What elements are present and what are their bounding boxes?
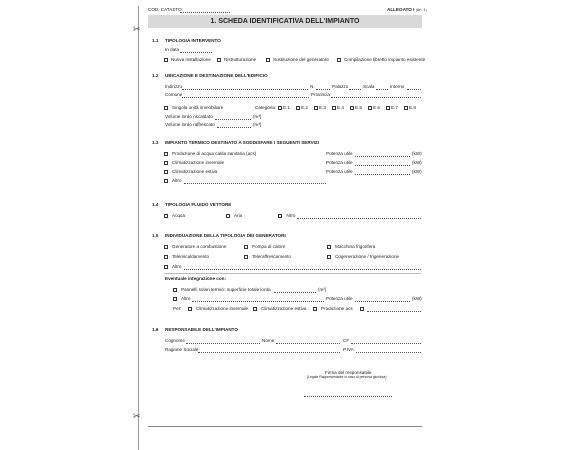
cognome-label: Cognome [165, 338, 185, 343]
section-1-2-title: UBICAZIONE E DESTINAZIONE DELL'EDIFICIO [165, 73, 268, 78]
allegato-label [387, 7, 427, 13]
checkbox-acs[interactable] [164, 152, 168, 156]
potenza-invernale-field[interactable] [355, 165, 410, 166]
provincia-field[interactable] [331, 97, 421, 98]
scala-label: Scala [363, 84, 375, 89]
per-label: Per: [173, 306, 182, 311]
volume-raffrescato-label: Volume lordo raffrescato [165, 122, 215, 127]
checkbox-acqua[interactable] [164, 214, 168, 218]
generator-label: Cogenerazione / trigenerazione [335, 254, 400, 259]
scissors-icon: ✂ [133, 25, 141, 35]
checkbox-cat-e6[interactable] [368, 106, 372, 110]
potenza-label: Potenza utile [326, 151, 353, 156]
option-label: Sostituzione del generatore [273, 57, 329, 62]
checkbox-macchina-frigorifera[interactable] [327, 245, 331, 249]
page-title: 1. SCHEDA IDENTIFICATIVA DELL'IMPIANTO [210, 18, 360, 25]
service-label: Climatizzazione invernale [172, 160, 225, 165]
interno-field[interactable] [407, 89, 421, 90]
ragione-sociale-field[interactable] [198, 352, 340, 353]
checkbox-cat-e3[interactable] [314, 106, 318, 110]
firma-sub-label: (Legale Rappresentante in caso di persona giuridica) [307, 375, 387, 379]
in-data-label: In data [165, 47, 180, 52]
category-label: E.8 [409, 105, 416, 110]
unit-label: (m²) [318, 287, 327, 292]
palazzo-label: Palazzo [332, 84, 349, 89]
service-label: Altro [172, 178, 182, 183]
checkbox-cat-e4[interactable] [332, 106, 336, 110]
checkbox-altro-servizio[interactable] [164, 179, 168, 183]
checkbox-aria[interactable] [226, 214, 230, 218]
potenza-label: Potenza utile [326, 160, 353, 165]
n-field[interactable] [316, 89, 330, 90]
section-1-5-title: INDIVIDUAZIONE DELLA TIPOLOGIA DEI GENERATORI [165, 233, 286, 238]
category-label: E.4 [337, 105, 344, 110]
section-1-3-number: 1.3 [152, 140, 159, 145]
checkbox-cat-e5[interactable] [350, 106, 354, 110]
checkbox-cogenerazione[interactable] [327, 255, 331, 259]
section-1-1-number: 1.1 [152, 38, 159, 43]
provincia-label: Provincia [311, 92, 330, 97]
allegato-sub: (Art. 1) [415, 8, 427, 12]
nome-label: Nome [262, 338, 275, 343]
interno-label: Interno [390, 84, 405, 89]
palazzo-field[interactable] [349, 89, 361, 90]
category-label: E.2 [301, 105, 308, 110]
integrazione-label: Eventuale integrazione con: [165, 276, 227, 281]
potenza-label: Potenza utile [326, 169, 353, 174]
left-cut-line [138, 6, 139, 450]
service-label: Climatizzazione estiva [172, 169, 218, 174]
section-1-4-title: TIPOLOGIA FLUIDO VETTORE [165, 202, 232, 207]
comune-field[interactable] [182, 97, 309, 98]
per-option-label: Produzione acs [321, 306, 353, 311]
checkbox-compilazione-libretto[interactable] [337, 58, 341, 62]
categoria-label: Categoria: [255, 105, 277, 110]
checkbox-per-estiva[interactable] [253, 307, 257, 311]
integrazione-separator [164, 273, 421, 274]
altro-integrazione-field[interactable] [192, 301, 324, 302]
category-label: E.3 [319, 105, 326, 110]
altro-fluido-field[interactable] [297, 218, 421, 219]
generator-label: Generatore a combustione [172, 244, 227, 249]
checkbox-clima-invernale[interactable] [164, 161, 168, 165]
pannelli-label: Pannelli solari termici: superficie totale lorda [181, 287, 271, 292]
unit-label: (kW) [412, 151, 422, 156]
altro-integrazione-label: Altro [181, 296, 191, 301]
category-label: E.7 [391, 105, 398, 110]
checkbox-per-altro[interactable] [360, 307, 364, 311]
category-label: E.6 [373, 105, 380, 110]
checkbox-ristrutturazione[interactable] [217, 58, 221, 62]
fluid-label: Acqua [172, 213, 186, 218]
in-data-field[interactable] [180, 52, 212, 53]
checkbox-teleraffrescamento[interactable] [244, 255, 248, 259]
checkbox-altro-integrazione[interactable] [173, 297, 177, 301]
option-label: Ristrutturazione [224, 57, 257, 62]
section-1-6-title: RESPONSABILE DELL'IMPIANTO [165, 327, 238, 332]
volume-raffrescato-field[interactable] [217, 127, 251, 128]
category-label: E.1 [283, 105, 290, 110]
indirizzo-label: Indirizzo [165, 84, 183, 89]
scala-field[interactable] [376, 89, 388, 90]
piva-label: P.IVA [343, 347, 354, 352]
allegato-text: ALLEGATO I [387, 7, 415, 12]
checkbox-teleriscaldamento[interactable] [164, 255, 168, 259]
generator-label: Teleraffrescamento [252, 254, 291, 259]
checkbox-pannelli-solari[interactable] [173, 288, 177, 292]
category-label: E.5 [355, 105, 362, 110]
section-1-4-number: 1.4 [152, 202, 159, 207]
generator-label: Altro [172, 264, 182, 269]
checkbox-per-invernale[interactable] [188, 307, 192, 311]
unit-label: (kW) [412, 160, 422, 165]
potenza-integrazione-field[interactable] [355, 301, 410, 302]
section-1-1-title: TIPOLOGIA INTERVENTO [165, 38, 221, 43]
section-1-6-number: 1.6 [152, 327, 159, 332]
fluid-label: Altro [286, 213, 296, 218]
unit-label: (kW) [412, 296, 422, 301]
checkbox-pompa-calore[interactable] [244, 245, 248, 249]
checkbox-clima-estiva[interactable] [164, 170, 168, 174]
ragione-sociale-label: Ragione Sociale [165, 347, 199, 352]
altro-generatore-field[interactable] [184, 269, 421, 270]
per-option-label: Climatizzazione estiva [261, 306, 307, 311]
checkbox-singola-unita[interactable] [164, 106, 168, 110]
generator-label: Teleriscaldamento [172, 254, 210, 259]
service-label: Produzione di acqua calda sanitaria (acs) [172, 151, 257, 156]
cod-catasto-label: COD. CATASTO: [148, 7, 183, 12]
checkbox-per-acs[interactable] [313, 307, 317, 311]
checkbox-cat-e1[interactable] [278, 106, 282, 110]
checkbox-altro-fluido[interactable] [278, 214, 282, 218]
section-1-5-number: 1.5 [152, 233, 159, 238]
nome-field[interactable] [276, 343, 340, 344]
cognome-field[interactable] [186, 343, 260, 344]
cf-field[interactable] [351, 343, 421, 344]
altro-servizio-field[interactable] [184, 183, 326, 184]
firma-label: Firma del responsabile [325, 370, 372, 375]
option-label: Compilazione libretto impianto esistente [344, 57, 426, 62]
checkbox-sostituzione-generatore[interactable] [266, 58, 270, 62]
cod-catasto-field[interactable] [180, 12, 230, 13]
generator-label: Macchina frigorifera [335, 244, 376, 249]
comune-label: Comune [165, 92, 183, 97]
bottom-cut-line [148, 426, 422, 427]
checkbox-cat-e2[interactable] [296, 106, 300, 110]
checkbox-cat-e7[interactable] [386, 106, 390, 110]
checkbox-cat-e8[interactable] [404, 106, 408, 110]
unit-label: (kW) [412, 169, 422, 174]
checkbox-altro-generatore[interactable] [164, 265, 168, 269]
unit-label: (m³) [253, 122, 262, 127]
volume-riscaldato-label: Volume lordo riscaldato [165, 114, 213, 119]
cf-label: CF [343, 338, 350, 343]
generator-label: Pompa di calore [252, 244, 286, 249]
unit-label: (m³) [253, 114, 262, 119]
piva-field[interactable] [356, 352, 421, 353]
checkbox-generatore-combustione[interactable] [164, 245, 168, 249]
option-label: Nuova installazione [171, 57, 211, 62]
singola-label: Singola unità immobiliare [172, 105, 224, 110]
potenza-estiva-field[interactable] [355, 174, 410, 175]
fluid-label: Aria [234, 213, 243, 218]
volume-riscaldato-field[interactable] [215, 119, 251, 120]
section-1-3-title: IMPIANTO TERMICO DESTINATO A SODDISFARE I SEGUENTI SERVIZI [165, 140, 319, 145]
section-1-2-number: 1.2 [152, 73, 159, 78]
n-label: N. [310, 84, 315, 89]
scissors-icon: ✂ [133, 412, 141, 422]
potenza-acs-field[interactable] [355, 156, 410, 157]
per-option-label: Climatizzazione invernale [196, 306, 249, 311]
firma-field[interactable] [304, 396, 392, 397]
potenza-label: Potenza utile [326, 296, 353, 301]
checkbox-nuova-installazione[interactable] [164, 58, 168, 62]
pannelli-superficie-field[interactable] [274, 292, 316, 293]
indirizzo-field[interactable] [182, 89, 308, 90]
per-altro-field[interactable] [367, 311, 421, 312]
